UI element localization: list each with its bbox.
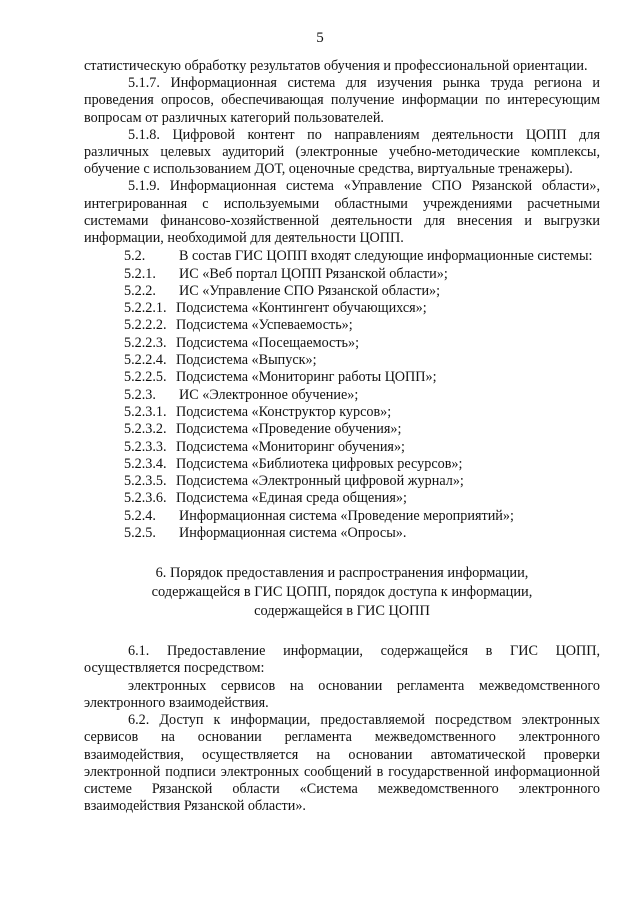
list-item-text: ИС «Электронное обучение»; — [179, 386, 359, 403]
list-item-number: 5.2.3. — [124, 386, 156, 403]
list-item — [84, 317, 600, 334]
list-item-number: 5.2.4. — [124, 507, 156, 524]
systems-list — [84, 248, 600, 542]
list-item — [84, 490, 600, 507]
list-intro — [84, 248, 600, 265]
list-item — [84, 421, 600, 438]
list-item-text: Информационная система «Проведение мероприятий»; — [179, 507, 514, 524]
list-item-number: 5.2.3.6. — [124, 490, 167, 507]
list-item-text: ИС «Веб портал ЦОПП Рязанской области»; — [179, 265, 448, 282]
paragraph-6-2: 6.2. Доступ к информации, предоставляемой посредством электронных сервисов на основании регламента межведомственного электронного взаимодействия, осуществляется на основании автоматической проверки электронной подписи электронных сообщений в государственной информационной системе Рязанской области «Система межведомственного электронного взаимодействия Рязанской области». — [84, 712, 600, 815]
paragraph-5-1-9: 5.1.9. Информационная система «Управление СПО Рязанской области», интегрированная с используемыми областными учреждениями расчетными системами финансово-хозяйственной деятельности для внесения и выгрузки информации, необходимой для деятельности ЦОПП. — [84, 178, 600, 247]
list-item — [84, 335, 600, 352]
list-item-text: Подсистема «Единая среда общения»; — [176, 490, 407, 507]
list-item — [84, 508, 600, 525]
list-item-text: В состав ГИС ЦОПП входят следующие информационные системы: — [179, 248, 593, 265]
list-item-number: 5.2.5. — [124, 524, 156, 541]
list-item — [84, 300, 600, 317]
list-item — [84, 283, 600, 300]
list-item — [84, 266, 600, 283]
paragraph-5-1-7: 5.1.7. Информационная система для изучения рынка труда региона и проведения опросов, обеспечивающая получение информации по интересующим вопросам от различных категорий пользователей. — [84, 75, 600, 126]
list-item — [84, 456, 600, 473]
list-item — [84, 404, 600, 421]
list-item-number: 5.2.2.3. — [124, 334, 167, 351]
page-number: 5 — [316, 30, 324, 46]
list-item-number: 5.2.2.4. — [124, 352, 167, 369]
list-item-number: 5.2.3.3. — [124, 438, 167, 455]
list-item-text: Подсистема «Выпуск»; — [176, 352, 317, 369]
list-item-number: 5.2. — [124, 248, 146, 265]
list-item-text: Подсистема «Мониторинг работы ЦОПП»; — [176, 369, 437, 386]
list-item — [84, 352, 600, 369]
paragraph-6-1: 6.1. Предоставление информации, содержащейся в ГИС ЦОПП, осуществляется посредством: — [84, 643, 600, 677]
list-item-text: Подсистема «Электронный цифровой журнал»; — [176, 473, 464, 490]
section-heading-line: содержащейся в ГИС ЦОПП — [254, 603, 430, 620]
list-item-number: 5.2.3.4. — [124, 455, 167, 472]
list-item-number: 5.2.2.2. — [124, 317, 167, 334]
document-body — [84, 58, 600, 815]
paragraph-continuation: статистическую обработку результатов обучения и профессиональной ориентации. — [84, 58, 588, 74]
list-item-text: ИС «Управление СПО Рязанской области»; — [179, 282, 441, 299]
list-item-text: Подсистема «Успеваемость»; — [176, 317, 353, 334]
list-item-number: 5.2.2.1. — [124, 300, 167, 317]
paragraph-5-1-8: 5.1.8. Цифровой контент по направлениям деятельности ЦОПП для различных целевых аудиторий (электронные учебно-методические комплексы, обучение с использованием ДОТ, оценочные средства, виртуальные тренажеры). — [84, 126, 600, 178]
list-item-text: Подсистема «Библиотека цифровых ресурсов»; — [176, 455, 463, 472]
list-item-text: Подсистема «Конструктор курсов»; — [176, 403, 392, 420]
list-item-number: 5.2.3.5. — [124, 473, 167, 490]
list-item-number: 5.2.3.1. — [124, 403, 167, 420]
list-item — [84, 473, 600, 490]
list-item-number: 5.2.1. — [124, 265, 156, 282]
section-heading-line: содержащейся в ГИС ЦОПП, порядок доступа к информации, — [151, 584, 533, 601]
list-item-number: 5.2.2. — [124, 282, 156, 299]
list-item — [84, 439, 600, 456]
list-item — [84, 369, 600, 386]
list-item-text: Подсистема «Проведение обучения»; — [176, 421, 402, 438]
list-item-text: Подсистема «Контингент обучающихся»; — [176, 300, 427, 317]
list-item-text: Подсистема «Посещаемость»; — [176, 334, 360, 351]
list-item-number: 5.2.2.5. — [124, 369, 167, 386]
paragraph-6-1-item: электронных сервисов на основании регламента межведомственного электронного взаимодействия. — [84, 677, 600, 711]
list-item-text: Информационная система «Опросы». — [179, 524, 407, 541]
list-item — [84, 387, 600, 404]
list-item-number: 5.2.3.2. — [124, 421, 167, 438]
list-item — [84, 525, 600, 542]
section-6-heading — [84, 556, 600, 621]
list-item-text: Подсистема «Мониторинг обучения»; — [176, 438, 405, 455]
section-6-body — [84, 643, 600, 815]
section-heading-line: 6. Порядок предоставления и распространения информации, — [155, 565, 529, 582]
